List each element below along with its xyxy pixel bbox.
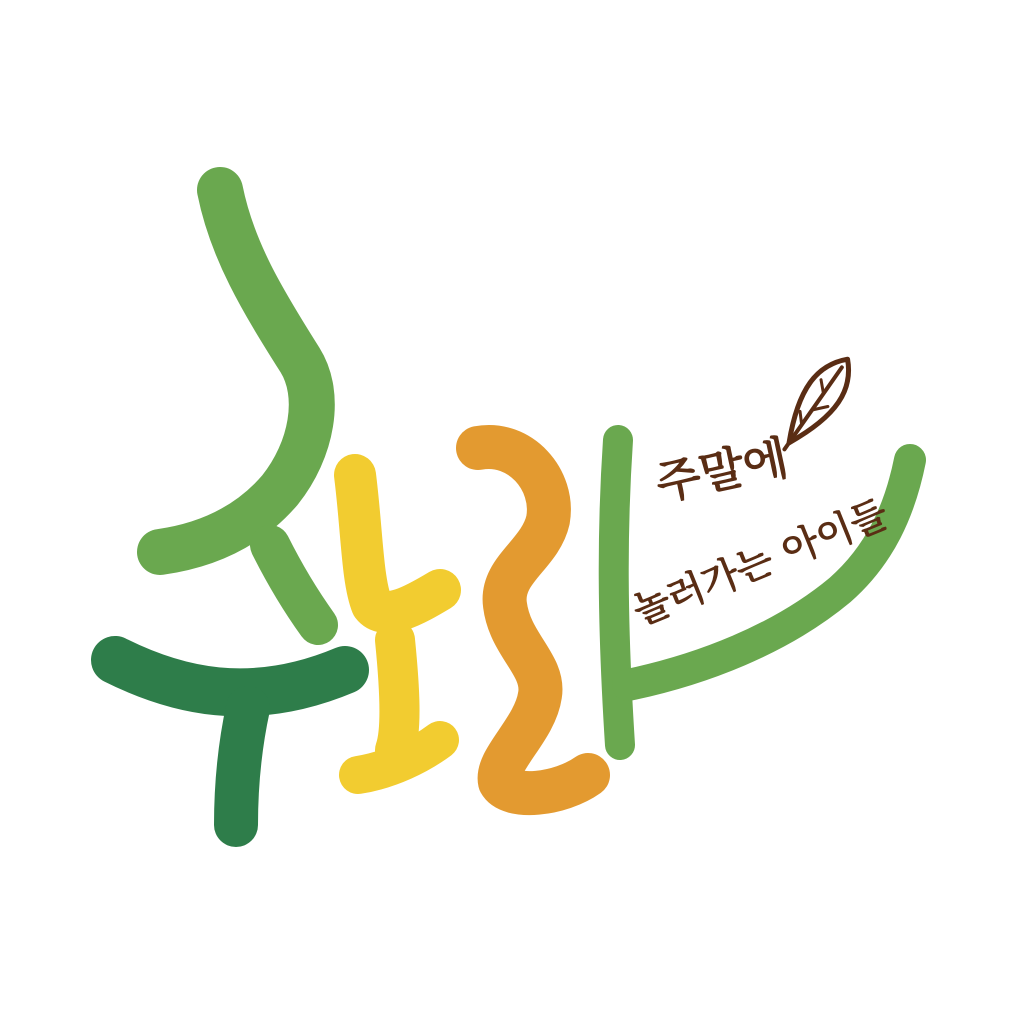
wordmark-stroke-u-vertical <box>236 708 248 825</box>
wordmark-stroke-o-base <box>358 740 440 775</box>
wordmark-stroke-o-bar <box>395 640 400 750</box>
brand-wordmark <box>115 190 910 825</box>
tagline-line1: 주말에 <box>651 430 793 511</box>
wordmark-stroke-u-horizontal <box>115 660 345 692</box>
wordmark-stroke-rieul <box>478 447 588 793</box>
wordmark-stroke-no <box>355 475 440 612</box>
wordmark-stroke-siot-left <box>160 190 312 552</box>
wordmark-stroke-ja-vertical <box>614 440 620 745</box>
tagline-line2: 놀러가는 아이들 <box>626 491 894 634</box>
wordmark-stroke-siot-right <box>270 545 318 625</box>
